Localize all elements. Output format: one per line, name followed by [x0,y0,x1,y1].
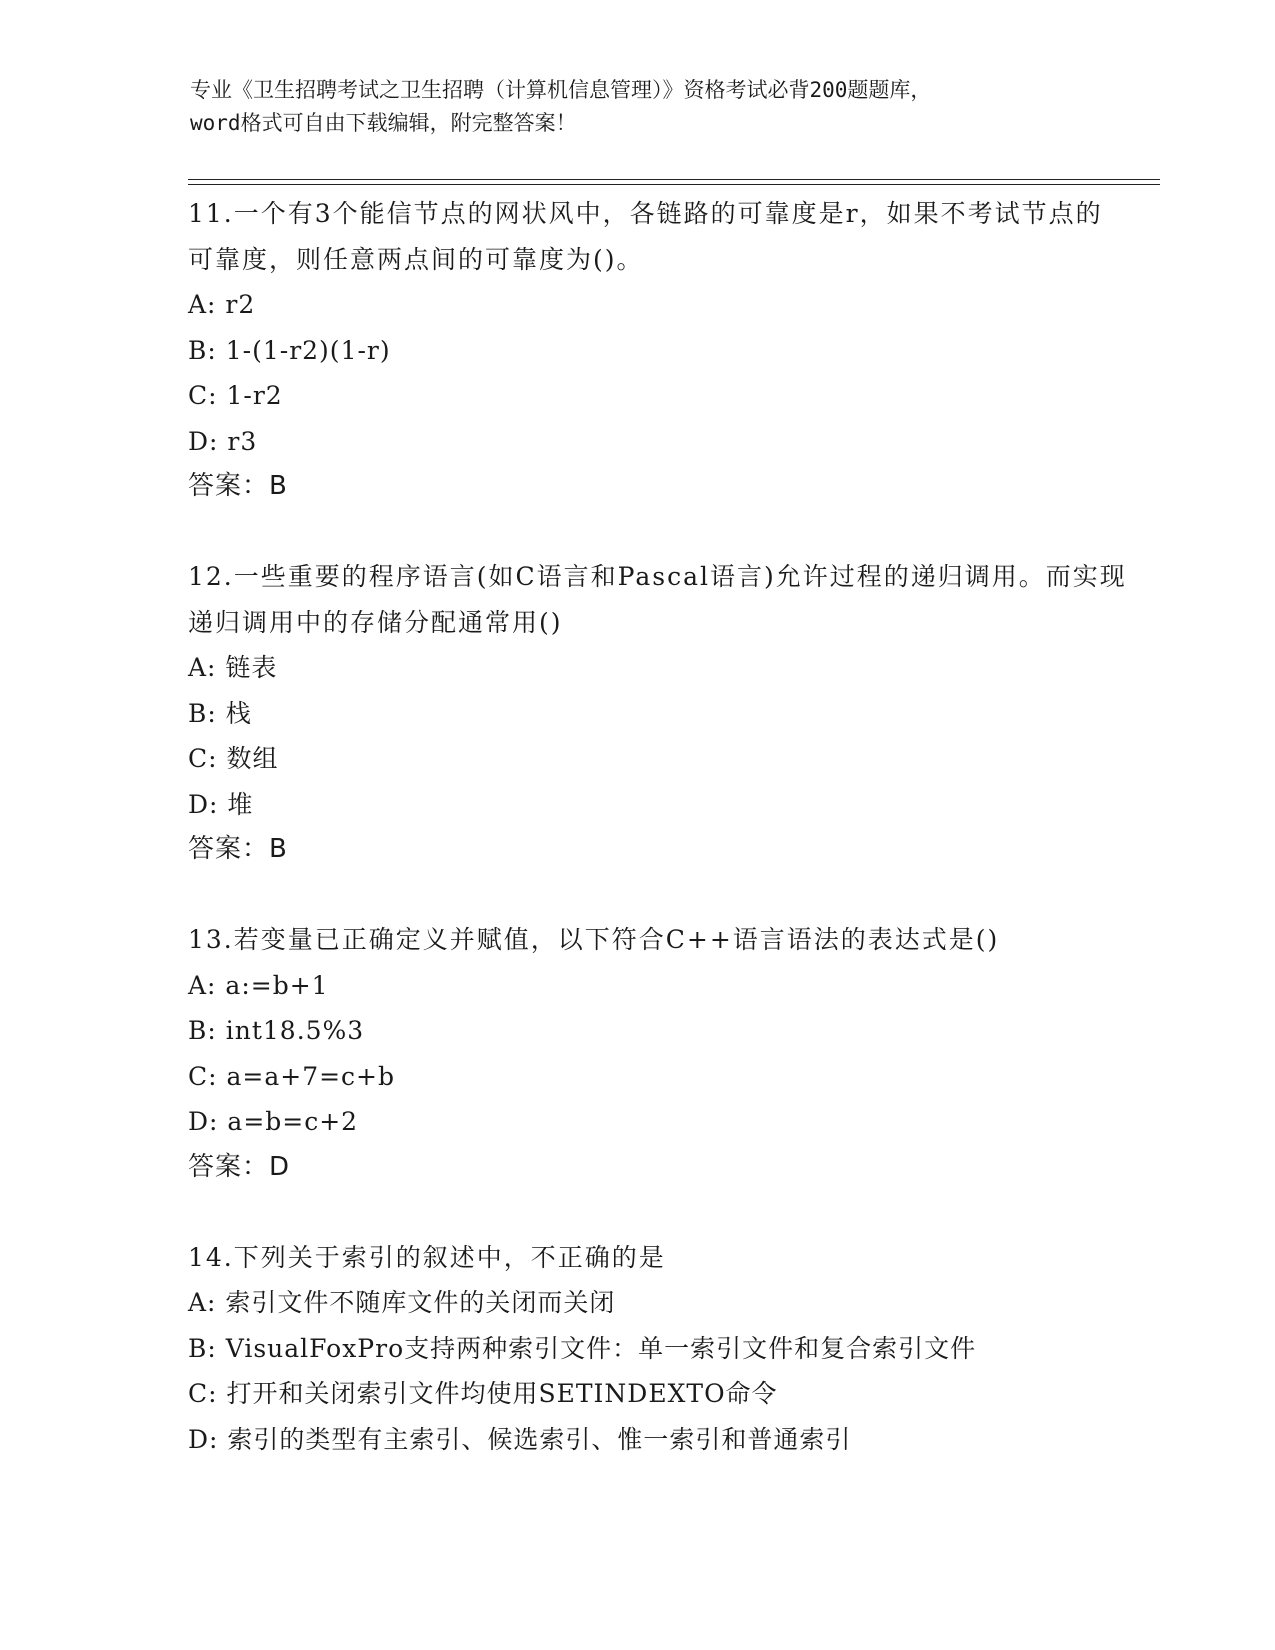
question-list [188,191,1128,1462]
option-a: A: r2 [188,290,256,319]
spacer [188,1190,1128,1235]
option-c: C: 打开和关闭索引文件均使用SETINDEXTO命令 [188,1379,778,1408]
option-b: B: 1-(1-r2)(1-r) [188,335,391,365]
option-c: C: a=a+7=c+b [188,1061,396,1091]
question-stem: 14.下列关于索引的叙述中，不正确的是 [188,1242,666,1272]
question-14 [188,1235,1128,1463]
header-divider-top [188,179,1160,180]
option-c: C: 1-r2 [188,381,283,410]
option-a: A: 链表 [188,653,278,682]
answer-line: 答案：B [188,834,288,864]
answer-line: 答案：D [188,1151,291,1182]
spacer [188,509,1128,554]
question-stem: 11.一个有3个能信节点的网状风中，各链路的可靠度是r，如果不考试节点的可靠度，则任意两点间的可靠度为()。 [188,199,1103,274]
question-12 [188,554,1128,872]
question-11 [188,191,1128,509]
option-a: A: a:=b+1 [188,970,329,1000]
header-line-1: 专业《卫生招聘考试之卫生招聘（计算机信息管理）》资格考试必背200题题库， [190,78,932,102]
option-a: A: 索引文件不随库文件的关闭而关闭 [188,1288,616,1317]
question-stem: 12.一些重要的程序语言(如C语言和Pascal语言)允许过程的递归调用。而实现递归调用中的存储分配通常用() [188,562,1127,637]
spacer [188,872,1128,917]
option-d: D: r3 [188,426,258,456]
option-b: B: VisualFoxPro支持两种索引文件：单一索引文件和复合索引文件 [188,1333,977,1363]
option-d: D: 索引的类型有主索引、候选索引、惟一索引和普通索引 [188,1424,852,1454]
header-line-2: word格式可自由下载编辑，附完整答案！ [190,111,577,135]
question-stem: 13.若变量已正确定义并赋值，以下符合C++语言语法的表达式是() [188,925,1000,954]
option-b: B: int18.5%3 [188,1016,365,1045]
document-header [190,74,1110,140]
option-b: B: 栈 [188,698,252,728]
option-d: D: 堆 [188,789,254,819]
answer-line: 答案：B [188,471,288,501]
header-divider-bottom [188,184,1160,185]
option-d: D: a=b=c+2 [188,1107,359,1136]
question-13 [188,917,1128,1190]
option-c: C: 数组 [188,744,279,773]
